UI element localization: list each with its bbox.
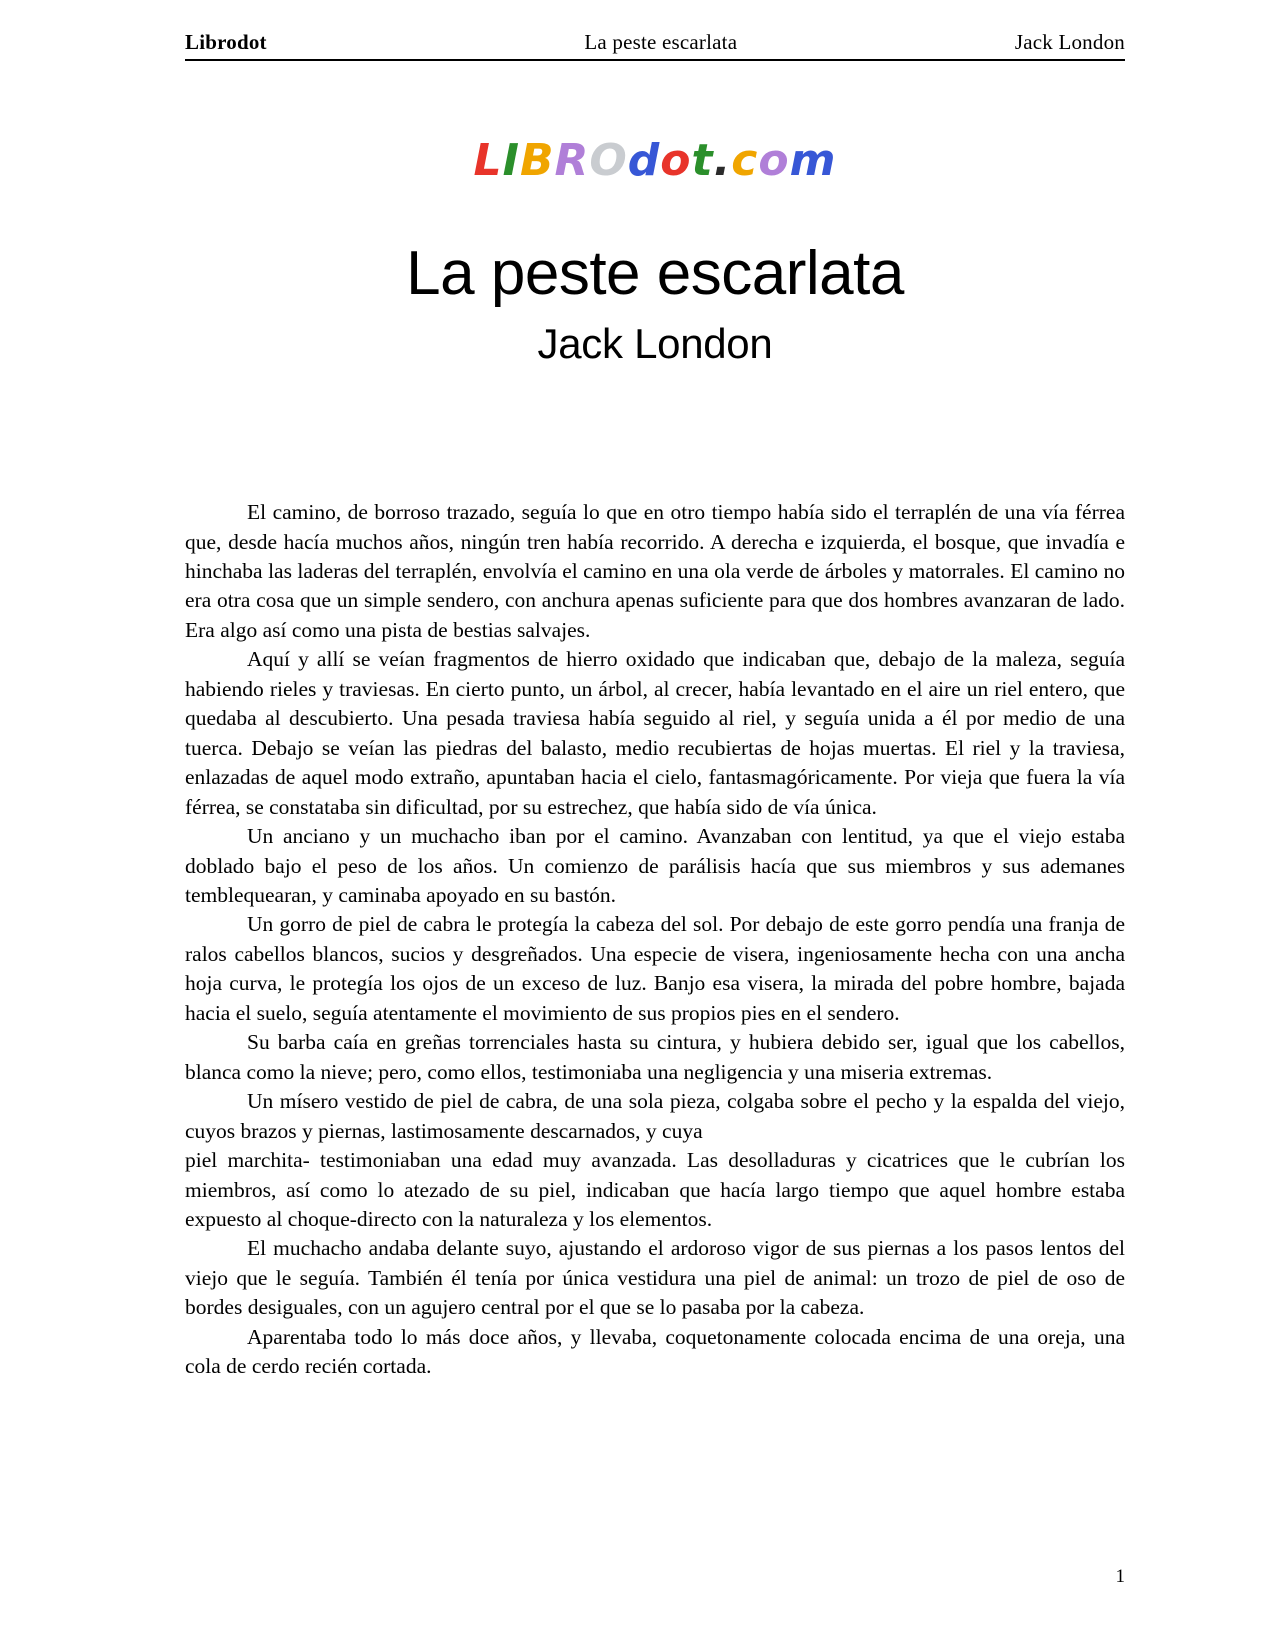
logo-letter: R — [554, 135, 590, 186]
logo-letter: o — [758, 135, 790, 186]
header-publisher: Librodot — [185, 30, 267, 54]
page-author: Jack London — [537, 320, 773, 368]
paragraph: piel marchita- testimoniaban una edad muy avanzada. Las desolladuras y cicatrices que le cubrían los miembros, así como lo atezado de su piel, indicaban que hacía largo tiempo que aquel hombre estaba expuesto al choque-directo con la naturaleza y los elementos. — [185, 1148, 1125, 1231]
paragraph: El muchacho andaba delante suyo, ajustando el ardoroso vigor de sus piernas a los pasos lentos del viejo que le seguía. También él tenía por única vestidura una piel de animal: un trozo de piel de oso de bordes desiguales, con un agujero central por el que se lo pasaba por la cabeza. — [185, 1236, 1125, 1320]
running-header — [185, 30, 1125, 61]
logo-letter: m — [789, 135, 837, 186]
logo-letter: t — [691, 135, 714, 186]
librodot-logo — [185, 135, 1125, 199]
paragraph: Su barba caía en greñas torrenciales hasta su cintura, y hubiera debido ser, igual que los cabellos, blanca como la nieve; pero, como ellos, testimoniaba una negligencia y una miseria extremas. — [185, 1030, 1125, 1084]
body-text — [185, 498, 1125, 1382]
page-title: La peste escarlata — [406, 239, 904, 308]
header-book-title: La peste escarlata — [584, 30, 738, 54]
page-number: 1 — [1115, 1566, 1125, 1587]
logo-letter: I — [502, 135, 520, 186]
logo-letter: L — [473, 135, 503, 186]
paragraph: Un mísero vestido de piel de cabra, de una sola pieza, colgaba sobre el pecho y la espalda del viejo, cuyos brazos y piernas, lastimosamente descarnados, y cuya — [185, 1089, 1125, 1143]
header-author: Jack London — [1014, 30, 1125, 54]
logo-letter: c — [731, 135, 759, 186]
logo-letter: o — [660, 135, 692, 186]
logo-letter: . — [713, 135, 732, 186]
paragraph: Aparentaba todo lo más doce años, y llevaba, coquetonamente colocada encima de una oreja, una cola de cerdo recién cortada. — [185, 1324, 1125, 1379]
librodot-logo-text — [473, 135, 837, 186]
paragraph: El camino, de borroso trazado, seguía lo que en otro tiempo había sido el terraplén de una vía férrea que, desde hacía muchos años, ningún tren había recorrido. A derecha e izquierda, el bosque, que invadía e hinchaba las laderas del terraplén, envolvía el camino en una ola verde de árboles y matorrales. El camino no era otra cosa que un simple sendero, con anchura apenas suficiente para que dos hombres avanzaran de lado. Era algo así como una pista de bestias salvajes. — [185, 500, 1125, 642]
paragraph: Un gorro de piel de cabra le protegía la cabeza del sol. Por debajo de este gorro pendía una franja de ralos cabellos blancos, sucios y desgreñados. Una especie de visera, ingeniosamente hecha con una ancha hoja curva, le protegía los ojos de un exceso de luz. Banjo esa visera, la mirada del pobre hombre, bajada hacia el suelo, seguía atentamente el movimiento de sus propios pies en el sendero. — [185, 912, 1125, 1025]
paragraph: Aquí y allí se veían fragmentos de hierro oxidado que indicaban que, debajo de la maleza, seguía habiendo rieles y traviesas. En cierto punto, un árbol, al crecer, había levantado en el aire un riel entero, que quedaba al descubierto. Una pesada traviesa había seguido al riel, y seguía unida a él por medio de una tuerca. Debajo se veían las piedras del balasto, medio recubiertas de hojas muertas. El riel y la traviesa, enlazadas de aquel modo extraño, apuntaban hacia el cielo, fantasmagóricamente. Por vieja que fuera la vía férrea, se constataba sin dificultad, por su estrechez, que había sido de vía única. — [185, 647, 1125, 819]
logo-letter: B — [519, 135, 555, 186]
logo-letter: O — [589, 135, 628, 186]
logo-letter: d — [627, 135, 661, 186]
paragraph: Un anciano y un muchacho iban por el camino. Avanzaban con lentitud, ya que el viejo estaba doblado bajo el peso de los años. Un comienzo de parálisis hacía que sus miembros y sus ademanes temblequearan, y caminaba apoyado en su bastón. — [185, 824, 1125, 907]
